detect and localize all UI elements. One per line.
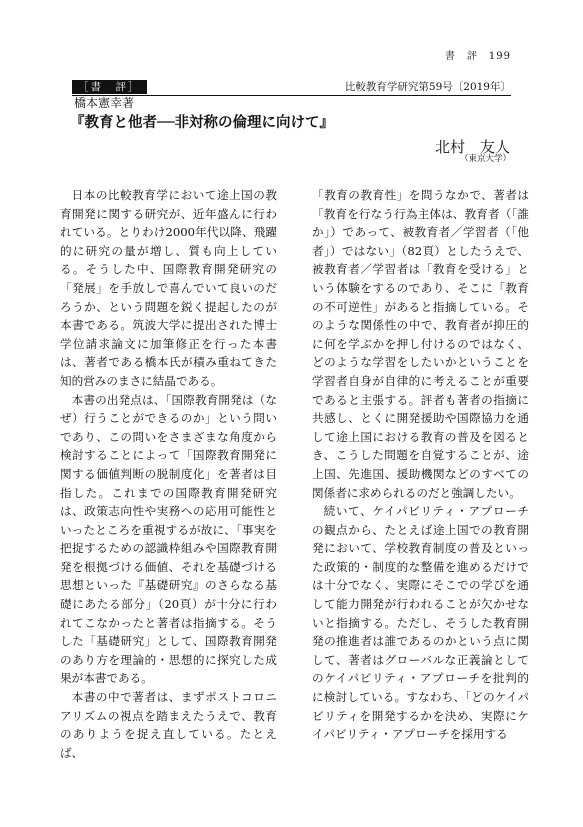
paragraph: 続いて、ケイパビリティ・アプローチの観点から、たとえば途上国での教育開発において、学校教育制度の普及といった政策的・制度的な整備を進めるだけでは十分でなく、実際にそこでの学びを通して能力開発が行われることが欠かせないと指摘する。ただし、そうした教育開発の推進者は誰であるのかという点に関して、著者はグローバルな正義論としてのケイパビリティ・アプローチを批判的に検討している。すなわち、「どのケイパビリティを開発するかを決め、実際にケイパビリティ・アプローチを採用する <box>312 504 529 742</box>
section-header <box>72 79 511 96</box>
paragraph: 日本の比較教育学において途上国の教育開発に関する研究が、近年盛んに行われている。とりわけ2000年代以降、飛躍的に研究の量が増し、質も向上している。そうした中、国際教育開発研究の「発展」を手放しで喜んでいて良いのだろうか、という問題を鋭く提起したのが本書である。筑波大学に提出された博士学位請求論文に加筆修正を行った本書は、著者である橋本氏が積み重ねてきた知的営みのまさに結晶である。 <box>60 188 277 388</box>
section-badge: ［書 評］ <box>72 80 147 94</box>
running-head: 書 評 199 <box>444 51 511 62</box>
book-title: 『教育と他者──非対称の倫理に向けて』 <box>70 115 334 131</box>
paragraph: 「教育の教育性」を問うなかで、著者は「教育を行なう行為主体は、教育者（「誰か」）であって、被教育者／学習者（「他者」）ではない」（82頁）としたうえで、被教育者／学習者は「教育を受ける」という体験をするのであり、そこに「教育の不可逆性」があると指摘している。そのような関係性の中で、教育者が抑圧的に何を学ぶかを押し付けるのではなく、どのような学習をしたいかということを学習者自身が自律的に考えることが重要であると主張する。評者も著者の指摘に共感し、とくに開発援助や国際協力を通して途上国における教育の普及を図るとき、こうした問題を自覚することが、途上国、先進国、援助機関などのすべての関係者に求められるのだと強調したい。 <box>312 188 529 500</box>
paragraph: 本書の出発点は、「国際教育開発は（なぜ）行うことができるのか」という問いであり、この問いをさまざまな角度から検討することによって「国際教育開発に関する価値判断の脱制度化」を著者は目指した。これまでの国際教育開発研究は、政策志向性や実務への応用可能性といったところを重視するが故に、「事実を把捉するための認識枠組みや国際教育開発を根拠づける価値、それを基礎づける思想といった『基礎研究』のさらなる基礎にあたる部分」（20頁）が十分に行われてこなかったと著者は指摘する。そうした「基礎研究」として、国際教育開発のあり方を理論的・思想的に探究した成果が本書である。 <box>60 392 277 686</box>
journal-citation: 比較教育学研究第59号〔2019年〕 <box>344 81 511 93</box>
body-column-right <box>312 186 529 744</box>
paragraph: 本書の中で著者は、まずポストコロニアリズムの視点を踏まえたうえで、教育のありようを捉え直している。たとえば、 <box>60 690 277 760</box>
body-column-left <box>60 186 277 762</box>
reviewer-affiliation: （東京大学） <box>459 154 511 164</box>
reviewer-name: 北村 友人 <box>434 138 510 156</box>
book-author: 橋本憲幸著 <box>74 96 135 110</box>
